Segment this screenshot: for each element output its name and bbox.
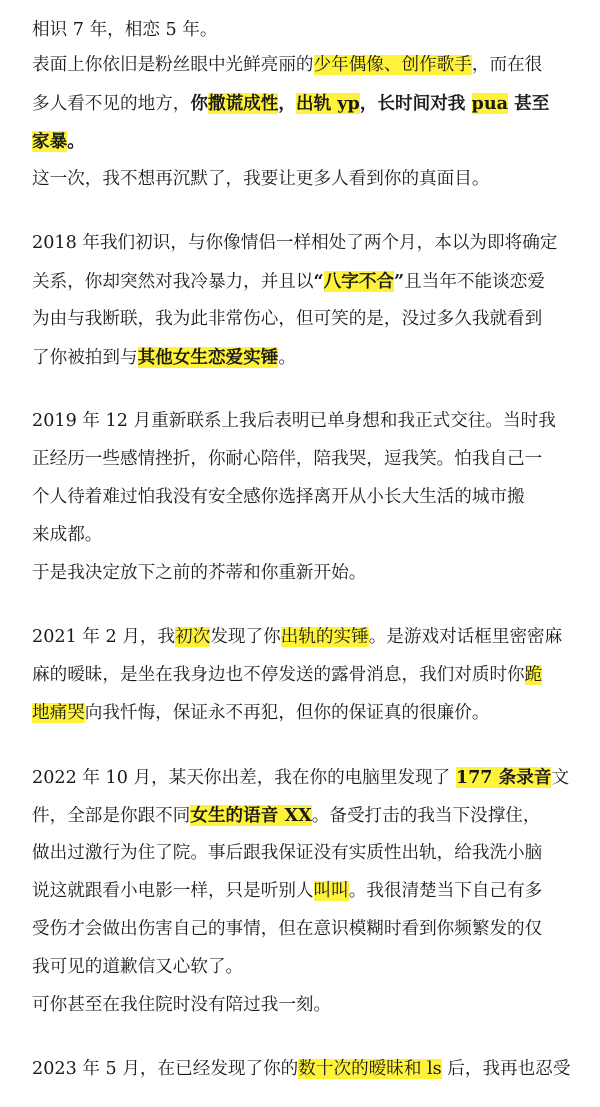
text-line: 了你被拍到与其他女生恋爱实锤。 [32,347,296,368]
text-line: 我可见的道歉信又心软了。 [32,957,244,977]
text-line: 表面上你依旧是粉丝眼中光鲜亮丽的少年偶像、创作歌手，而在很 [32,55,543,75]
document-body [32,20,588,1080]
text-line: 于是我决定放下之前的芥蒂和你重新开始。 [32,563,367,583]
text-line: 2022 年 10 月，某天你出差，我在你的电脑里发现了 177 条录音文 [32,767,570,788]
highlight: 少年偶像、创作歌手 [313,55,472,75]
highlight: pua [471,93,509,114]
text-line: 做出过激行为住了院。事后跟我保证没有实质性出轨，给我洗小脑 [32,843,543,863]
text-line: 件，全部是你跟不同女生的语音 XX。备受打击的我当下没撑住， [32,805,541,826]
text-line: 2021 年 2 月，我初次发现了你出轨的实锤。是游戏对话框里密密麻 [32,627,563,647]
text-line: 个人待着难过怕我没有安全感你选择离开从小长大生活的城市搬 [32,487,525,507]
highlight: 177 条录音 [455,767,552,788]
text-line: 这一次，我不想再沉默了，我要让更多人看到你的真面目。 [32,169,490,189]
text-line: 麻的暧昧，是坐在我身边也不停发送的露骨消息，我们对质时你跪 [32,665,543,685]
highlight: 叫叫 [313,881,349,901]
text-line: 2018 年我们初识，与你像情侣一样相处了两个月，本以为即将确定 [32,233,558,253]
highlight: 撒谎成性 [207,93,279,114]
text-line: 2023 年 5 月，在已经发现了你的数十次的暧昧和 ls 后，我再也忍受 [32,1059,571,1079]
text-line: 来成都。 [32,525,103,545]
text-line: 说这就跟看小电影一样，只是听别人叫叫。我很清楚当下自己有多 [32,881,543,901]
text-line: 关系，你却突然对我冷暴力，并且以“八字不合”且当年不能谈恋爱 [32,271,545,292]
text-line: 家暴。 [32,131,85,152]
text-line: 相识 7 年，相恋 5 年。 [32,20,218,40]
highlight: 初次 [175,627,211,647]
highlight: 女生的语音 XX [190,805,312,826]
text-line: 2019 年 12 月重新联系上我后表明已单身想和我正式交往。当时我 [32,411,556,431]
text-line: 可你甚至在我住院时没有陪过我一刻。 [32,995,332,1015]
highlight: 出轨 yp [295,93,360,114]
highlight: 地痛哭 [32,703,85,723]
highlight: 八字不合 [323,271,395,292]
text-line: 为由与我断联，我为此非常伤心，但可笑的是，没过多久我就看到 [32,309,543,329]
highlight: 出轨的实锤 [280,627,369,647]
highlight: 跪 [524,665,543,685]
text-line: 正经历一些感情挫折，你耐心陪伴，陪我哭，逗我笑。怕我自己一 [32,449,543,469]
highlight: 家暴 [32,131,68,152]
highlight: 其他女生恋爱实锤 [137,347,279,368]
highlight: 数十次的暧昧和 ls [298,1059,442,1079]
text-line: 受伤才会做出伤害自己的事情，但在意识模糊时看到你频繁发的仅 [32,919,543,939]
text-line: 多人看不见的地方，你撒谎成性，出轨 yp，长时间对我 pua 甚至 [32,93,550,114]
text-line: 地痛哭向我忏悔，保证永不再犯，但你的保证真的很廉价。 [32,703,490,723]
